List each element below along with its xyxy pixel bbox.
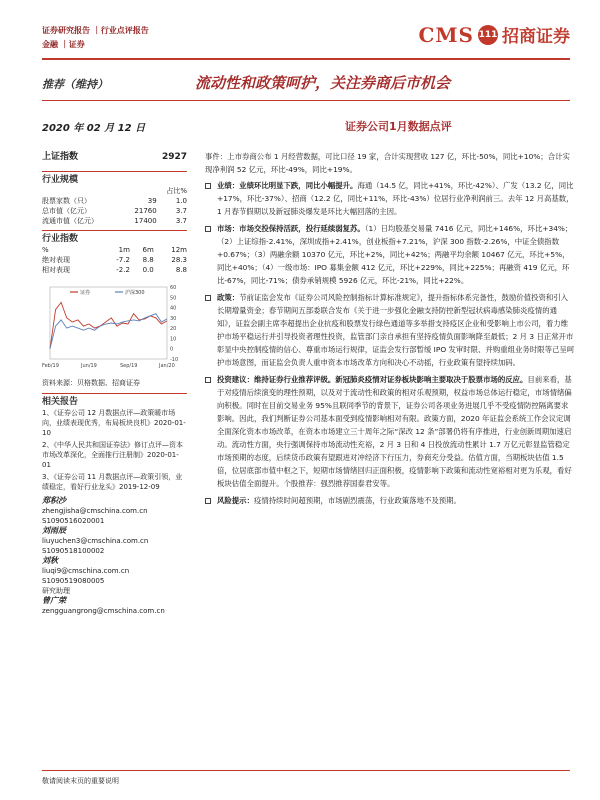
related-report-link[interactable]: 2、《中华人民共和国证券法》修订点评—资本市场改革深化，全面推行注册制》2020-01-01 — [42, 441, 183, 469]
y-tick-label: 30 — [170, 315, 177, 322]
bullet-item: 业绩：业绩环比明显下跌，同比小幅提升。海通（14.5 亿，同比+41%，环比-42%）、广发（13.2 亿，同比+17%，环比-37%）、招商（12.2 亿，同比+11%，环比-43%）位居行业净利润前三。去年 12 月高基数，1 月春节假期以及新冠肺炎爆发是环比大幅回落的主因。 — [205, 179, 575, 218]
analyst-id: S1090516020001 — [42, 517, 105, 525]
footer-divider — [42, 770, 570, 771]
index-row — [42, 148, 187, 167]
report-title: 流动性和政策呵护，关注券商后市机会 — [195, 74, 451, 92]
table-row: 股票家数（只） 39 1.0 — [42, 197, 187, 205]
report-date: 2020 年 02 月 12 日 — [42, 123, 146, 134]
perf-title: 行业指数 — [42, 230, 187, 245]
performance-chart — [42, 277, 187, 372]
title-divider — [42, 100, 570, 101]
header-divider — [42, 58, 570, 60]
tag-line-1: 证券研究报告 ｜行业点评报告 — [42, 26, 149, 35]
report-subtitle: 证券公司1月数据点评 — [345, 120, 452, 133]
bullet-square-icon — [205, 295, 211, 301]
rating-label: 推荐（维持） — [42, 78, 108, 91]
scale-table — [42, 186, 187, 226]
perf-table: % 1m 6m 12m 绝对表现 -7.2 8.8 28.3 相对表现 -2.2 0.0 8.8 — [42, 246, 187, 274]
y-tick-label: 60 — [170, 285, 177, 291]
series-line-0 — [50, 302, 167, 348]
main-body — [205, 150, 575, 511]
assistant-name: 曾广荣 — [42, 596, 66, 605]
analyst-id: S1090519080005 — [42, 577, 105, 585]
legend-label: 沪深300 — [125, 290, 145, 296]
analyst-id: S1090518100002 — [42, 547, 105, 555]
bullet-item: 风险提示：疫情持续时间超预期，市场剧烈震荡，行业政策落地不及预期。 — [205, 494, 575, 507]
logo-circle-icon: 111 — [478, 25, 498, 45]
report-tags — [42, 24, 149, 52]
bullet-square-icon — [205, 183, 211, 189]
cms-logo — [419, 22, 571, 47]
legend-label: 证券 — [80, 290, 91, 296]
sidebar — [42, 148, 187, 616]
y-tick-label: -10 — [170, 357, 179, 363]
table-row: 相对表现 -2.2 0.0 8.8 — [42, 266, 187, 274]
bullet-item: 市场：市场交投保持活跃，投行延续弱复苏。（1）日均股基交易量 7416 亿元，同比+146%，环比+34%；（2）上证综指-2.41%，深圳成指+2.41%，创业板指+7.21%，沪深 300 指数-2.26%，中证全债指数+0.67%；（3）两融余额 10370 亿元，环比+2%，同比+42%；两融平均余额 10467 亿元，环比+5%，同比+40%；（4）一级市场：IPO 募集金额 412 亿元，环比+229%，同比+225%；再融资 419 亿元，环比-67%，同比-71%；债券承销规模 5926 亿元，环比-21%，同比+22%。 — [205, 222, 575, 287]
related-list — [42, 408, 187, 492]
analyst-name: 刘雨辰 — [42, 526, 66, 535]
analyst-email[interactable]: zhengjisha@cmschina.com.cn — [42, 507, 148, 515]
table-row: 总市值（亿元） 21760 3.7 — [42, 207, 187, 215]
related-title: 相关报告 — [42, 393, 187, 408]
x-tick-label: Jun/19 — [81, 363, 97, 369]
scale-title: 行业规模 — [42, 171, 187, 186]
bullet-square-icon — [205, 377, 211, 383]
analyst-email[interactable]: liuyuchen3@cmschina.com.cn — [42, 537, 149, 545]
assistant-title: 研究助理 — [42, 587, 70, 595]
table-row: 绝对表现 -7.2 8.8 28.3 — [42, 256, 187, 264]
event-intro: 事件：上市券商公布 1 月经营数据，可比口径 19 家，合计实现营收 127 亿，环比-50%，同比+10%；合计实现净利润 52 亿元，环比-49%，同比+19%。 — [205, 152, 570, 174]
related-report-link[interactable]: 1、《证券公司 12 月数据点评—政策暖市场向，业绩表现优秀，布局板块良机》2020-01-10 — [42, 409, 186, 437]
bullet-item: 投资建议：维持证券行业推荐评级。新冠肺炎疫情对证券板块影响主要取决于股票市场的反应。目前来看，基于对疫情后续演变的理性预期，以及对于流动性和政策的相对乐观预期，权益市场总体运行稳定，市场情绪偏向积极。同时在目前交易业务 95%且联同季节的背景下，证券公司各项业务进展几乎不受疫情防控隔离要求影响。因此，我们判断证券公司基本面受到疫情影响相对有限。政策方面，2020 年证监会系统工作会议定调全面深化资本市场改革，在资本市场建立三十周年之际“深改 12 条”部署仍将有序推进，行业创新周期加速启动。流动性方面，央行强调保持市场流动性充裕，2 月 3 日和 4 日投放流动性累计 1.7 万亿元彰显监管稳定市场预期的态度，后续货币政策有望跟进对冲经济下行压力，券商充分受益。估值方面，当期板块估值 1.5 倍，位居底部市值中枢之下，短期市场情绪回归正面积极，疫情影响下政策和流动性宽裕相对更为乐观，看好板块估值全面提升。个股推荐：强烈推荐国泰君安等。 — [205, 373, 575, 490]
index-value: 2927 — [161, 152, 187, 162]
bullet-square-icon — [205, 498, 211, 504]
y-tick-label: 10 — [170, 336, 177, 343]
analyst-list — [42, 496, 187, 616]
logo-cn: 招商证券 — [502, 27, 570, 47]
bullet-square-icon — [205, 226, 211, 232]
footer-note: 敬请阅读末页的重要说明 — [42, 777, 119, 785]
y-tick-label: 20 — [170, 326, 177, 333]
y-tick-label: 50 — [170, 295, 177, 302]
assistant-email[interactable]: zengguangrong@cmschina.com.cn — [42, 607, 165, 615]
analyst-name: 郑积沙 — [42, 496, 66, 505]
table-row: 流通市值（亿元） 17400 3.7 — [42, 217, 187, 225]
tag-line-2: 金融 ｜证券 — [42, 40, 85, 49]
scale-header: 占比% — [166, 187, 187, 195]
bullet-item: 政策：节前证监会发布《证券公司风险控制指标计算标准规定》，提升指标体系完备性，鼓励价值投资和引入长期增量资金；春节期间五部委联合发布《关于进一步强化金融支持防控新型冠状病毒感染肺炎疫情的通知》，证监会副主席李超提出企业抗疫和股票发行绿色通道等多举措支持疫区企业和受影响上市公司，着力维护市场平稳运行并引导投资者理性投资，监管部门亲自承担有坚持疫情负面影响降至最低；2 月 3 日正常开市彰显中央控制疫情的信心、尊重市场运行规律，证监会发行部暂缓 IPO 发审时限、并购重组业务时限等己呈呵护市场意图，而证监会负责人重申资本市场改革方向和决心不动摇，行业政策有望持续加码。 — [205, 291, 575, 369]
analyst-name: 刘秋 — [42, 556, 58, 565]
x-tick-label: Jan/20 — [159, 363, 175, 369]
related-report-link[interactable]: 3、《证券公司 11 月数据点评—政策引领，业绩稳定，看好行业龙头》2019-12-09 — [42, 473, 183, 491]
analyst-email[interactable]: liuqi9@cmschina.com.cn — [42, 567, 130, 575]
y-tick-label: 40 — [170, 305, 177, 312]
chart-source: 资料来源：贝格数据、招商证券 — [42, 379, 140, 387]
chart-frame — [50, 287, 167, 359]
logo-en: CMS — [418, 22, 474, 47]
index-label: 上证指数 — [42, 152, 79, 162]
y-tick-label: 0 — [170, 346, 174, 353]
x-tick-label: Feb/19 — [42, 363, 59, 369]
x-tick-label: Sep/19 — [120, 363, 138, 369]
